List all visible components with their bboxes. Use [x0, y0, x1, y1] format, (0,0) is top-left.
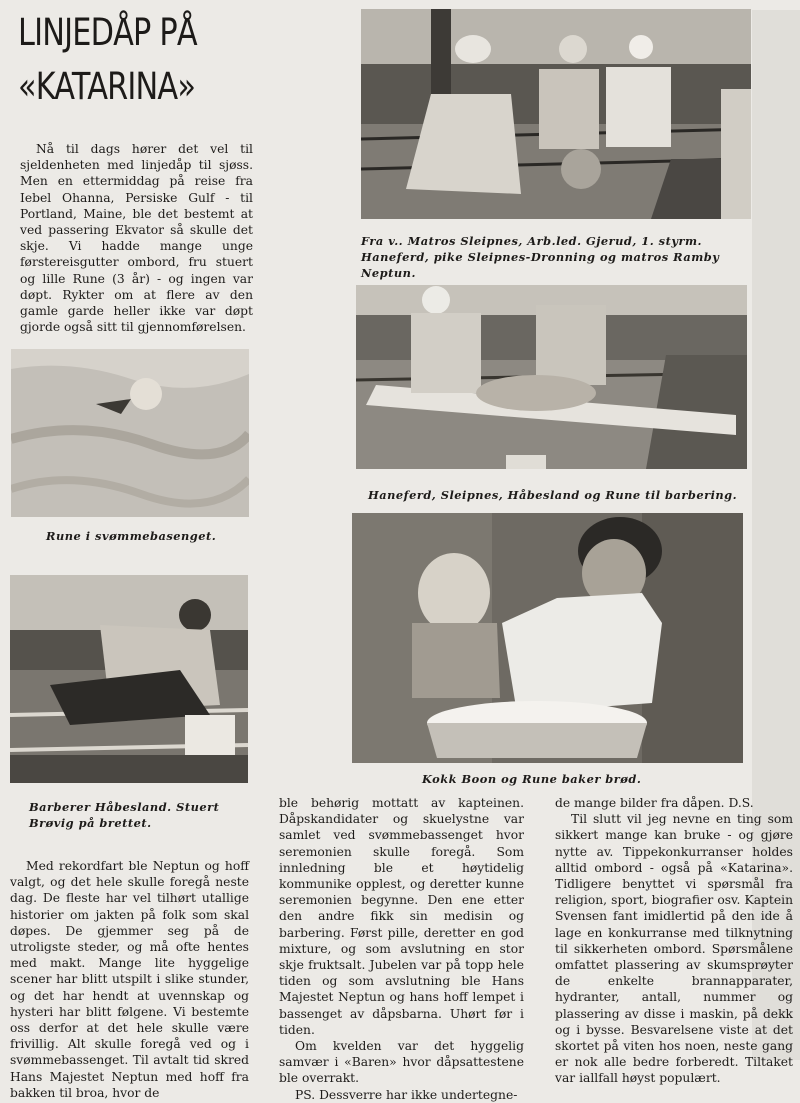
- col2-paragraph-2: Om kvelden var det hyggelig samvær i «Baren» hvor dåpsattestene ble overrakt.: [279, 1039, 524, 1086]
- body-column-2: [279, 795, 524, 1103]
- intro-text: [20, 141, 253, 335]
- title-line-2: «KATARINA»: [18, 65, 196, 108]
- caption-photo-4: Kokk Boon og Rune baker brød.: [422, 772, 642, 786]
- caption-photo-2: Haneferd, Sleipnes, Håbesland og Rune til barbering.: [368, 488, 738, 502]
- col3-paragraph-2: Til slutt vil jeg nevne en ting som sikkert mange kan bruke - og gjøre nytte av. Tippekonkurranser holdes alltid ombord - også på «Katarina». Tidligere benyttet vi spørsmål fra religion, sport, biografier osv. Kaptein Svensen fant imidlertid på den ide å lage en konkurranse med tilknytning til sikkerheten ombord. Spørsmålene omfattet plassering av skumsprøyter de enkelte brannapparater, hydranter, antall, nummer og plassering av disse i maskin, på dekk og i bysse. Besvarelsene viste at det skortet på viten hos noen, neste gang er nok alle bedre forberedt. Tiltaket var iallfall høyst populært.: [555, 812, 793, 1086]
- photo-barber: [10, 575, 248, 783]
- photo-baking: [352, 513, 743, 763]
- col1-paragraph: Med rekordfart ble Neptun og hoff valgt, og det hele skulle foregå neste dag. De fleste har vel tilhørt utallige historier om jakten på folk som skal døpes. De gjemmer seg på de utroligste steder, og må ofte hentes med makt. Mange lite hyggelige scener har blitt utspilt i slike stunder, og det har hendt at uvennskap og hysteri har blitt følgene. Vi bestemte oss derfor at det hele skulle være frivillig. Alt skulle foregå ved og i svømmebassenget. Til avtalt tid skred Hans Majestet Neptun med hoff fra bakken til broa, hvor de: [10, 859, 249, 1100]
- caption-photo-3: Rune i svømmebasenget.: [46, 529, 217, 543]
- col2-paragraph-1: ble behørig mottatt av kapteinen. Dåpskandidater og skuelystne var samlet ved svømmebassenget hvor seremonien skulle foregå. Som innledning ble et høytidelig kommunike opplest, og deretter kunne seremonien begynne. Den ene etter den andre fikk sin medisin og barbering. Først pille, deretter en god mixture, og som avslutning en stor skje fruktsalt. Jubelen var på topp hele tiden og som avslutning ble Hans Majestet Neptun og hans hoff lempet i bassenget av dåpsbarna. Uhørt før i tiden.: [279, 796, 524, 1037]
- caption-photo-1: Fra v.. Matros Sleipnes, Arb.led. Gjerud, 1. styrm. Haneferd, pike Sleipnes-Dronning og matros Ramby Neptun.: [361, 234, 720, 280]
- photo-neptun-court: [361, 9, 751, 219]
- body-column-1: [10, 858, 249, 1101]
- intro-paragraph: Nå til dags hører det vel til sjeldenheten med linjedåp til sjøss. Men en ettermiddag på reise fra Iebel Ohanna, Persiske Gulf - til Portland, Maine, ble det bestemt at ved passering Ekvator så skulle det skje. Vi hadde mange unge førstereisgutter ombord, fru stuert og lille Rune (3 år) - og ingen var døpt. Rykter om at flere av den gamle garde heller ikke var døpt gjorde også sitt til gjennomførelsen.: [20, 142, 253, 335]
- page-title: [18, 6, 280, 114]
- col3-paragraph-1: de mange bilder fra dåpen. D.S.: [555, 796, 754, 810]
- caption-photo-5: Barberer Håbesland. Stuert Brøvig på brettet.: [29, 800, 220, 830]
- photo-pool: [11, 349, 249, 517]
- title-line-1: LINJEDÅP PÅ: [18, 11, 197, 54]
- body-column-3: [555, 795, 793, 1087]
- photo-barbering: [356, 285, 747, 469]
- col2-paragraph-3: PS. Dessverre har ikke undertegne-: [295, 1087, 518, 1102]
